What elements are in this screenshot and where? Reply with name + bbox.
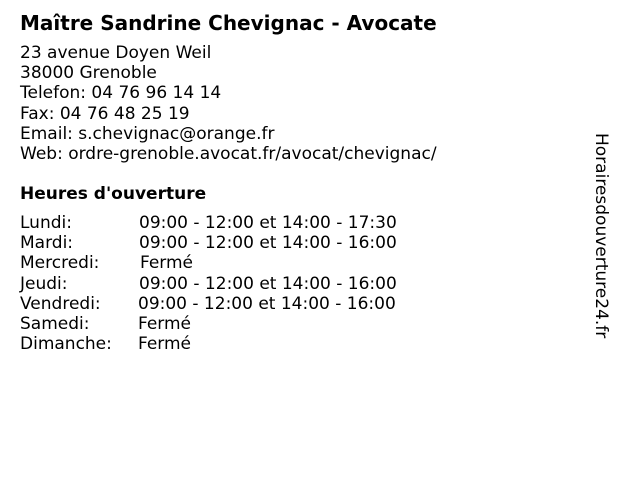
day-hours: 09:00 - 12:00 et 14:00 - 16:00 <box>139 273 397 294</box>
day-hours: 09:00 - 12:00 et 14:00 - 16:00 <box>139 233 397 254</box>
brand-watermark: Horairesdouverture24.fr <box>591 133 611 339</box>
address-city: 38000 Grenoble <box>20 63 157 84</box>
day-label: Jeudi: <box>20 273 68 294</box>
day-label: Samedi: <box>20 313 90 334</box>
day-label: Dimanche: <box>20 334 112 355</box>
day-label: Mercredi: <box>20 253 100 274</box>
email-address: Email: s.chevignac@orange.fr <box>20 123 275 144</box>
day-hours: 09:00 - 12:00 et 14:00 - 16:00 <box>138 293 396 314</box>
day-hours: Fermé <box>138 313 192 334</box>
website-url: Web: ordre-grenoble.avocat.fr/avocat/chevignac/ <box>20 143 437 164</box>
day-hours: 09:00 - 12:00 et 14:00 - 17:30 <box>139 213 397 233</box>
phone-number: Telefon: 04 76 96 14 14 <box>20 83 222 104</box>
day-label: Vendredi: <box>20 293 101 314</box>
page-title: Maître Sandrine Chevignac - Avocate <box>20 11 437 35</box>
day-label: Mardi: <box>20 233 74 254</box>
hours-heading: Heures d'ouverture <box>20 184 207 204</box>
contact-info <box>20 43 437 164</box>
fax-number: Fax: 04 76 48 25 19 <box>20 103 190 124</box>
day-hours: Fermé <box>138 334 192 355</box>
day-label: Lundi: <box>20 213 72 233</box>
address-street: 23 avenue Doyen Weil <box>20 43 212 63</box>
day-hours: Fermé <box>140 253 194 274</box>
